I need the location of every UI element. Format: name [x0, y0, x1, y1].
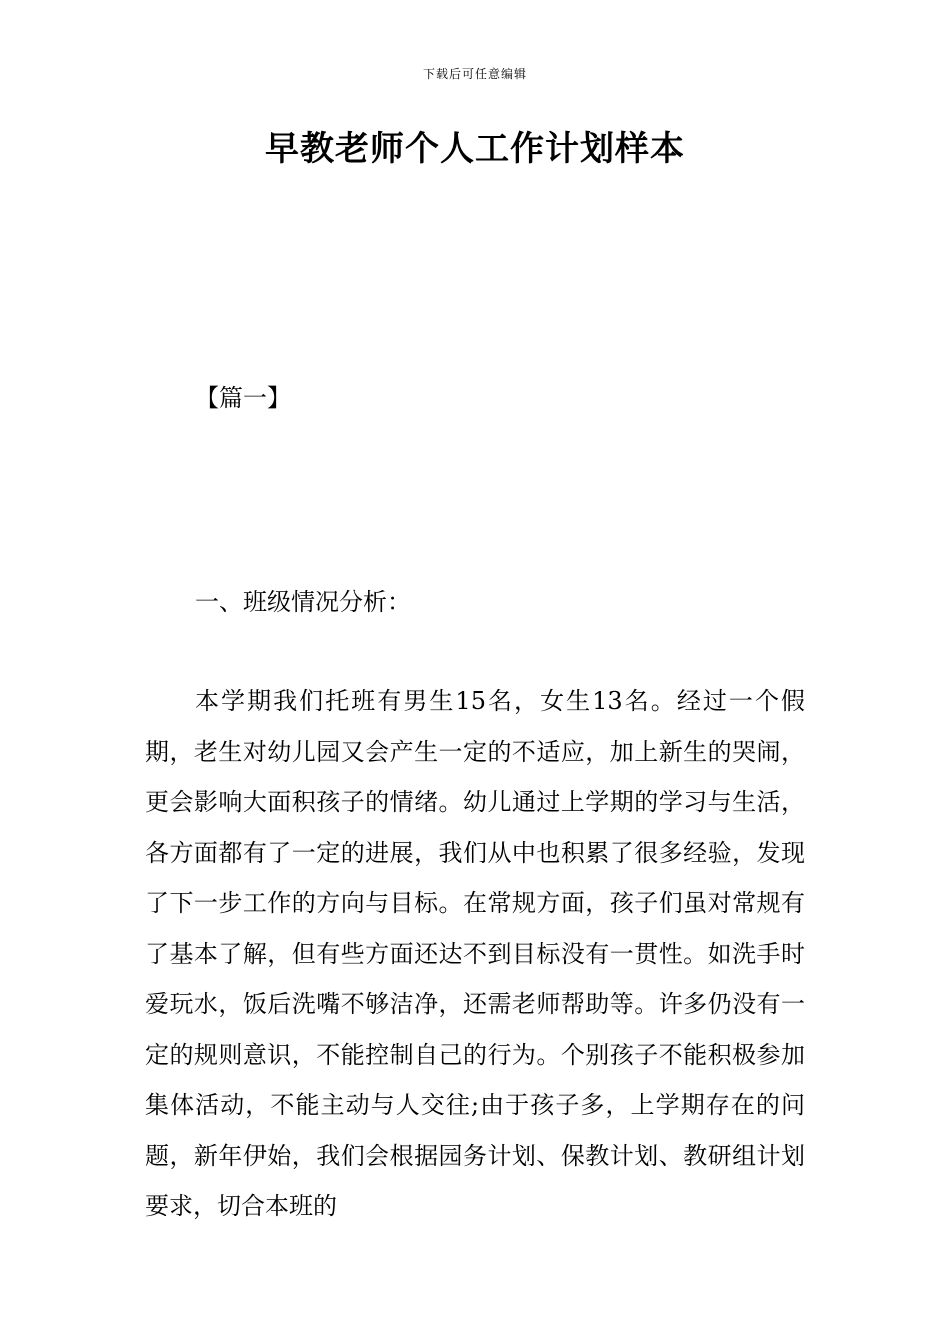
section-marker: 【篇一】 [195, 384, 291, 412]
body-paragraph: 本学期我们托班有男生15名，女生13名。经过一个假期，老生对幼儿园又会产生一定的不适应，加上新生的哭闹，更会影响大面积孩子的情绪。幼儿通过上学期的学习与生活，各方面都有了一定的进展，我们从中也积累了很多经验，发现了下一步工作的方向与目标。在常规方面，孩子们虽对常规有了基本了解，但有些方面还达不到目标没有一贯性。如洗手时爱玩水，饭后洗嘴不够洁净，还需老师帮助等。许多仍没有一定的规则意识，不能控制自己的行为。个别孩子不能积极参加集体活动，不能主动与人交往;由于孩子多，上学期存在的问题，新年伊始，我们会根据园务计划、保教计划、教研组计划要求，切合本班的 [145, 687, 805, 1220]
page-header-note: 下载后可任意编辑 [422, 67, 527, 81]
document-title: 早教老师个人工作计划样本 [265, 129, 685, 169]
section-heading: 一、班级情况分析： [195, 588, 411, 616]
